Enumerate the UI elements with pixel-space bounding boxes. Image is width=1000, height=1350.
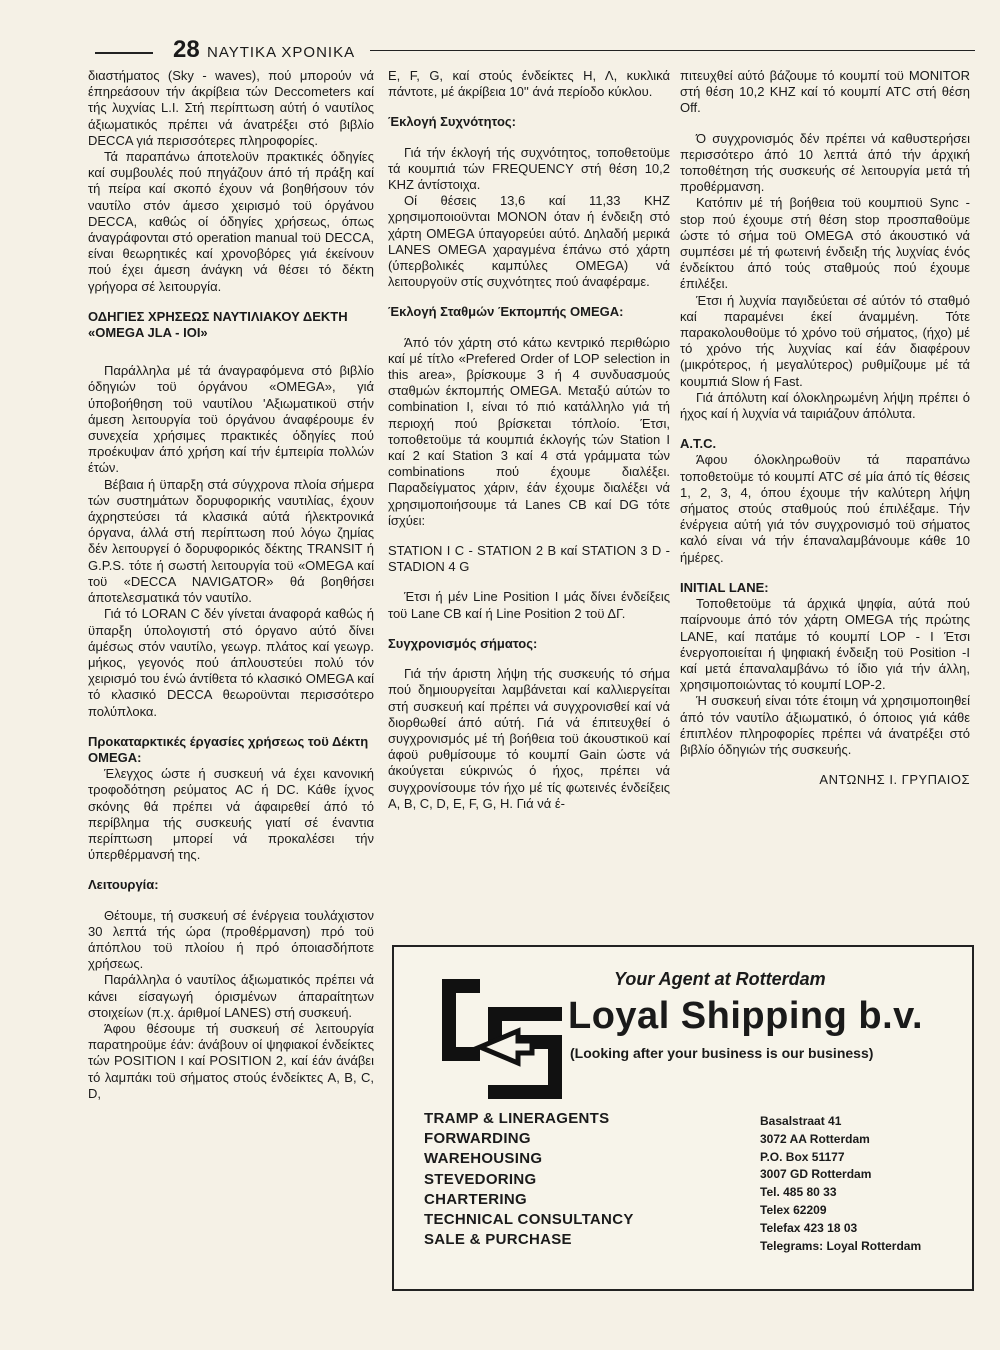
paragraph: Γιά τό LORAN C δέν γίνεται άναφορά καθώς ή ϋπαρξη ύπολογιστή στό όργανο αύτό δίνει άμέσως στόν ναυτίλο, γεωγρ. πλάτος καί γεωγρ. μήκος, γεγονός πού άπλουστεύει πολύ τόν χειρισμό του ένώ άντίθετα τό κλασικό OMEGA καί τό κλασικό DECCA θεωροϋνται περισσότερο πολύπλοκα.: [88, 606, 374, 719]
address-line: 3072 AA Rotterdam: [760, 1131, 870, 1146]
service-item: SALE & PURCHASE: [424, 1231, 572, 1249]
section-heading-atc: A.T.C.: [680, 436, 717, 452]
paragraph: Έτσι ή μέν Line Position I μάς δίνει ένδείξεις τοϋ Lane CB καί ή Line Position 2 τοϋ ΔΓ.: [388, 589, 670, 621]
paragraph: Οί θέσεις 13,6 καί 11,33 KHZ χρησιμοποιοϋνται ΜΟΝΟΝ όταν ή ένδειξη στό χάρτη OMEGA ύπαγορεύει αύτό. Δηλαδή μερικά LANES OMEGA χαραγμένα έπάνω στό χάρτη (ύπερβολικές καμπύλες OMEGA) νά λειτουργοϋν στίς συχνότητες πού άναφέραμε.: [388, 193, 670, 290]
ad-agent-line: Your Agent at Rotterdam: [614, 969, 826, 989]
address-line: P.O. Box 51177: [760, 1149, 845, 1164]
ad-address-block: [760, 1113, 921, 1255]
section-heading-operation: Λειτουργία:: [88, 877, 159, 893]
paragraph: Γιά τήν έκλογή τής συχνότητος, τοποθετοϋμε τά κουμπιά τών FREQUENCY στή θέση 10,2 KHZ άντίστοιχα.: [388, 144, 670, 193]
paragraph-stations: STATION I C - STATION 2 B καί STATION 3 D - STADION 4 G: [388, 543, 670, 575]
address-line: Telegrams: Loyal Rotterdam: [760, 1238, 922, 1253]
paragraph: Βέβαια ή ϋπαρξη στά σύγχρονα πλοία σήμερα τών συστημάτων δορυφορικής ναυτιλίας, έχουν άχρηστεύσει τά κλασικά αύτά ήλεκτρονικά όργανα, άλλά στή περίπτωση πού λόγω ζημίας δέν λειτουργεί ό δορυφορικός δέκτης TRANSIT ή G.P.S. τότε ή σωστή λειτουργία τοϋ «OMEGA καί τοϋ «DECCA NAVIGATOR» θά βοηθήσει άποτελεσματικά τόν ναυτίλο.: [88, 476, 374, 606]
header-rule-right: [370, 50, 975, 51]
company-logo-icon: [432, 969, 572, 1109]
magazine-title: ΝΑΥΤΙΚΑ ΧΡΟΝΙΚΑ: [207, 44, 356, 61]
paragraph: Θέτουμε, τή συσκευή σέ ένέργεια τουλάχιστον 30 λεπτά τής ώρα (προθέρμανση) πρό τοϋ άπόπλου τοϋ πλοίου ή πρό όποιασδήποτε χρήσεως.: [88, 907, 374, 972]
service-item: WAREHOUSING: [424, 1150, 543, 1168]
section-heading-sync: Συγχρονισμός σήματος:: [388, 635, 538, 651]
paragraph: Παράλληλα μέ τά άναγραφόμενα στό βιβλίο όδηγιών τοϋ όργάνου «OMEGA», γιά ύποβοήθηση τοϋ ναυτίλου 'Αξιωματικοϋ στήν άμεση λειτουργία τοϋ όργάνου άναφέρουμε έν συνεχεία χρήσιμες πρακτικές όδηγίες πού προέκυψαν άπό χρήση καί τήν έμπειρία πολλών έτών.: [88, 363, 374, 476]
paragraph: Ή συσκευή είναι τότε έτοιμη νά χρησιμοποιηθεί άπό τόν ναυτίλο άξιωματικό, ό όποιος γιά κάθε έπιπλέον πληροφορίες πρέπει νά άνατρέξει στό βιβλίο όδηγιών τής συσκευής.: [680, 693, 970, 757]
service-item: STEVEDORING: [424, 1170, 537, 1188]
advertisement-box: [392, 945, 974, 1291]
ad-slogan: (Looking after your business is our business): [570, 1045, 874, 1061]
page-number: 28: [173, 36, 200, 63]
address-line: Telefax 423 18 03: [760, 1220, 858, 1235]
ad-company-name: Loyal Shipping b.v.: [568, 995, 924, 1037]
paragraph: Τοποθετοϋμε τά άρχικά ψηφία, αύτά πού παίρνουμε άπό τόν χάρτη OMEGA τής πρώτης LANE, καί πατάμε τό κουμπί LOP - I Έτσι ένεργοποιείται ή ψηφιακή ένδειξη τοϋ Position -I καί μετά έπαναλαμβάνω τό ίδιο γιά τήν άλλη, χρησιμοποιώντας τό κουμπί LOP-2.: [680, 596, 970, 693]
section-heading-omega-instructions: ΟΔΗΓΙΕΣ ΧΡΗΣΕΩΣ ΝΑΥΤΙΛΙΑΚΟΥ ΔΕΚΤΗ «OMEGA JLA - IOI»: [88, 308, 348, 341]
address-line: Telex 62209: [760, 1202, 827, 1217]
paragraph: Κατόπιν μέ τή βοήθεια τοϋ κουμπιοϋ Sync - stop πού έχουμε στή θέση stop προσπαθοϋμε ώστε τό σήμα τοϋ OMEGA στό άκουστικό νά συμπέσει μέ τή φωτεινή ένδειξη τής λυχνίας ένός ένδείκτου άπό τούς σταθμούς πού έχουμε έπιλέξει.: [680, 195, 970, 292]
service-item: TRAMP & LINERAGENTS: [424, 1110, 610, 1127]
column-3: [680, 68, 970, 788]
paragraph: Έτσι ή λυχνία παγιδεύεται σέ αύτόν τό σταθμό καί παραμένει έκεί άναμμένη. Τότε παρακολουθοϋμε τό χρόνο τοϋ σήματος, (ήχο) μέ τό χρόνο τής λυχνίας καί έάν διαφέρουν (μικρότερος, ή μεγαλύτερος) ρυθμίζουμε μέ τά κουμπιά Slow ή Fast.: [680, 292, 970, 389]
paragraph: Παράλληλα ό ναυτίλος άξιωματικός πρέπει νά κάνει είσαγωγή όρισμένων άπαραίτητων στοιχείων (π.χ. άριθμοί LANES) στή συσκευή.: [88, 972, 374, 1020]
header-rule-left: [95, 52, 153, 54]
paragraph: Άφου θέσουμε τή συσκευή σέ λειτουργία παρατηροϋμε έάν: άνάβουν οί ψηφιακοί ένδείκτες τών POSITION I καί POSITION 2, καί έάν άνάβει τό λαμπάκι τοϋ σήματος στούς ένδείκτες A, B, C, D,: [88, 1020, 374, 1101]
section-heading-frequency: Έκλογή Συχνότητος:: [388, 114, 517, 130]
paragraph: Γιά τήν άριστη λήψη τής συσκευής τό σήμα πού δημιουργείται λαμβάνεται καί καλλιεργείται στή συσκευή καί πρέπει νά συγχρονισθεί καί νά διορθωθεί άπό αύτή. Γιά νά έπιτευχθεί ό συγχρονισμός μέ τή βοήθεια τοϋ άκουστικοϋ καί άφοϋ ρυθμίσουμε τό κουμπί Gain ώστε νά άκούγεται εύκρινώς ό ήχος, πρέπει νά συγχρονίσουμε τόν ήχο μέ τίς φωτεινές ένδείξεις A, B, C, D, E, F, G, H. Γιά νά έ-: [388, 666, 670, 811]
column-2: [388, 68, 670, 812]
paragraph: Γιά άπόλυτη καί όλοκληρωμένη λήψη πρέπει ό ήχος καί ή λυχνία νά ταιριάζουν άπόλυτα.: [680, 389, 970, 422]
paragraph: Άφου όλοκληρωθοϋν τά παραπάνω τοποθετοϋμε τό κουμπί ATC σέ μία άπό τίς θέσεις 1, 2, 3, 4, όπου έχουμε τήν καλύτερη λήψη σήματος στούς σταθμούς πού έπιλέξαμε. Τήν ένέργεια αύτή γιά τόν συγχρονισμό τοϋ σήματος καλό είναι νά τήν έπαναλαμβάνουμε κάθε 10 ήμέρες.: [680, 452, 970, 565]
address-line: Tel. 485 80 33: [760, 1185, 837, 1200]
address-line: 3007 GD Rotterdam: [760, 1167, 872, 1182]
service-item: FORWARDING: [424, 1130, 531, 1148]
page-header: [95, 36, 975, 70]
section-heading-preliminary: Προκαταρκτικές έργασίες χρήσεως τοϋ Δέκτη OMEGA:: [88, 733, 369, 765]
paragraph: διαστήματος (Sky - waves), πού μπορούν νά έπηρεάσουν τήν άκρίβεια τών Deccometers καί τής λυχνίας L.I. Στή περίπτωση αύτή ό ναυτίλος άξιωματικός πρέπει νά άνατρέξει στό βιβλίο DECCA γιά περισσότερες πληροφορίες.: [88, 68, 374, 148]
author-signature: ΑΝΤΩΝΗΣ Ι. ΓΡΥΠΑΙΟΣ: [819, 772, 970, 788]
paragraph: Τά παραπάνω άποτελοϋν πρακτικές όδηγίες καί συμβουλές πού πηγάζουν άπό τή πράξη καί τή πείρα καί σκοπό έχουν νά βοηθήσουν τόν ναυτίλο στόν άμεσο χειρισμό τοϋ όργάνου DECCA, καθώς οί όδηγίες χρήσεως, όπως άναγράφονται στό operation manual τοϋ DECCA, είναι θεωρητικές καί χρονοβόρες γιά έκείνουν πού έχει άμεση άνάγκη νά θέσει τό δέκτη γρήγορα σέ λειτουργία.: [88, 149, 374, 294]
service-item: TECHNICAL CONSULTANCY: [424, 1211, 634, 1229]
column-1: [88, 68, 374, 1102]
paragraph: E, F, G, καί στούς ένδείκτες Η, Λ, κυκλικά πάντοτε, μέ άκρίβεια 10'' άνά περίοδο κύκλου.: [388, 68, 670, 100]
service-item: CHARTERING: [424, 1190, 527, 1208]
paragraph: Έλεγχος ώστε ή συσκευή νά έχει κανονική τροφοδότηση ρεύματος AC ή DC. Κάθε ίχνος σκόνης θά πρέπει νά άφαιρεθεί άπό τό περίβλημα τής συσκευής γιατί σέ έναντια περίπτωση μπορεί νά προκαλέσει τήν ύπερθέρμανσή της.: [88, 766, 374, 863]
ad-services-list: [424, 1109, 634, 1250]
paragraph: πιτευχθεί αύτό βάζουμε τό κουμπί τοϋ MONITOR στή θέση 10,2 KHZ καί τό κουμπί ATC στή θέση Off.: [680, 68, 970, 116]
section-heading-initial-lane: INITIAL LANE:: [680, 579, 769, 595]
paragraph: Ό συγχρονισμός δέν πρέπει νά καθυστερήσει περισσότερο άπό 10 λεπτά άπό τήν άρχική τοποθέτηση τής συσκευής σέ λειτουργία μετά τή προθέρμανση.: [680, 130, 970, 195]
section-heading-stations: Έκλογή Σταθμών Έκπομπής OMEGA:: [388, 304, 624, 320]
paragraph: Άπό τόν χάρτη στό κάτω κεντρικό περιθώριο καί μέ τίτλο «Prefered Order of LOP selection in this area», βρίσκουμε 3 ή 4 συνδυασμούς σταθμών έκπομπής OMEGA. Μεταξύ αύτών το combination I, είναι τό πιό κατάλληλο γιά τή περιοχή πού βρίσκεται τόπλοίο. Έτσι, τοποθετοϋμε τά κουμπιά έκλογής τών Station I καί 2 καί Station 3 καί 4 στά γράμματα τών combinations πού έχουμε διαλέξει. Παραδείγματος χάριν, έάν έχουμε διαλέξει νά χρησιμοποιήσουμε τά Lanes CB καί DG τότε ίσχύει:: [388, 334, 670, 528]
address-line: Basalstraat 41: [760, 1114, 842, 1128]
